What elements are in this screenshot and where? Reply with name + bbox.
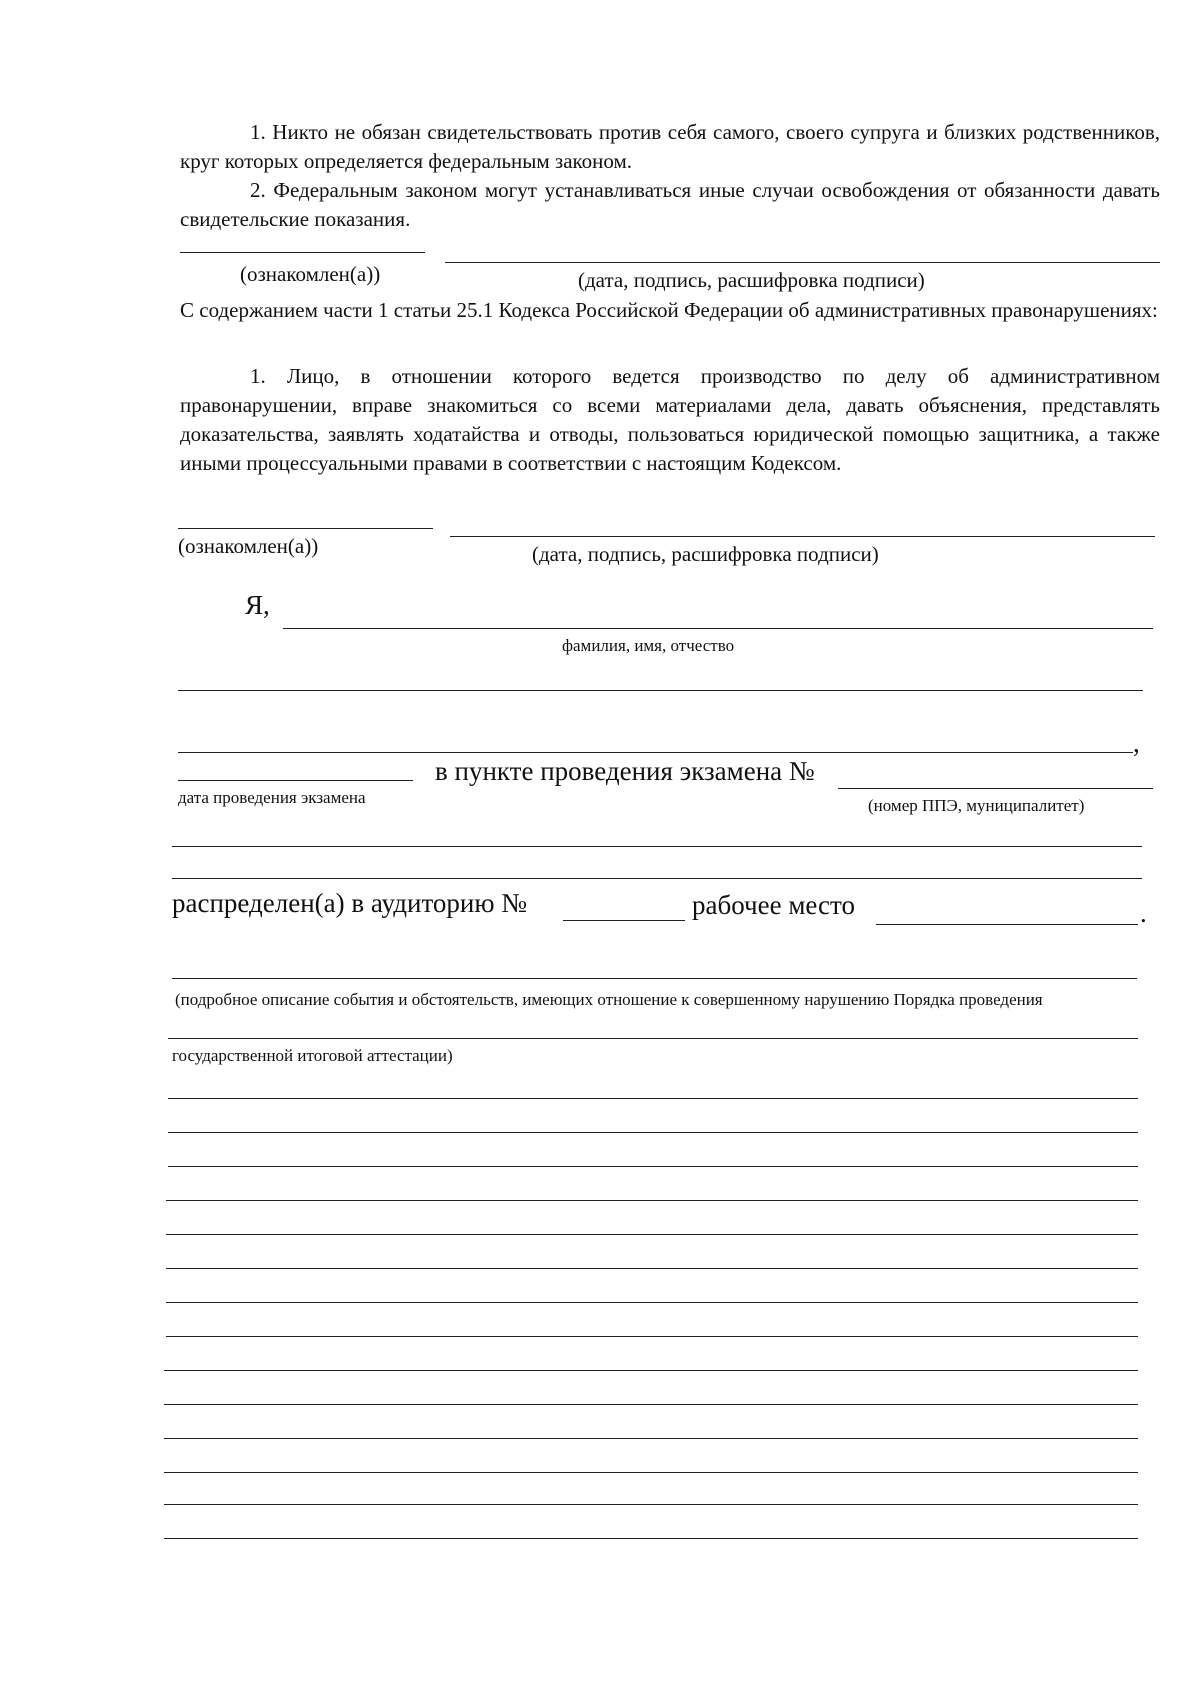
article-51-paragraph-1: [180, 118, 1160, 176]
article-25-1-intro: С содержанием части 1 статьи 25.1 Кодекса Российской Федерации об административных правонарушениях:: [180, 298, 1158, 322]
paragraph-text: 2. Федеральным законом могут устанавливаться иные случаи освобождения от обязанности давать свидетельские показания.: [180, 178, 1160, 231]
description-line[interactable]: [168, 1166, 1138, 1167]
ppe-caption: (номер ППЭ, муниципалитет): [868, 796, 1085, 815]
comma: ,: [1133, 728, 1140, 758]
fio-continuation-line[interactable]: [178, 690, 1143, 691]
fio-continuation-line[interactable]: [178, 752, 1133, 753]
fio-caption: фамилия, имя, отчество: [562, 636, 735, 655]
description-caption: (подробное описание события и обстоятельств, имеющих отношение к совершенному нарушению Порядка проведения: [175, 990, 1043, 1009]
signature-caption: (дата, подпись, расшифровка подписи): [578, 268, 925, 292]
description-line[interactable]: [168, 1038, 1138, 1039]
ppe-number-field[interactable]: [838, 788, 1153, 789]
room-number-field[interactable]: [563, 920, 685, 921]
description-line[interactable]: [164, 1504, 1138, 1505]
seat-number-field[interactable]: [876, 924, 1138, 925]
seat-label: рабочее место: [692, 890, 855, 920]
article-25-1-paragraph-1: [180, 362, 1160, 478]
signature-caption: (дата, подпись, расшифровка подписи): [532, 542, 879, 566]
acknowledged-signature-line[interactable]: [178, 528, 433, 529]
exam-date-field[interactable]: [178, 780, 413, 781]
ppe-continuation-line[interactable]: [172, 846, 1142, 847]
description-line[interactable]: [164, 1538, 1138, 1539]
description-line[interactable]: [166, 1234, 1138, 1235]
description-line[interactable]: [166, 1268, 1138, 1269]
ppe-label: в пункте проведения экзамена №: [435, 756, 815, 786]
paragraph-text: 1. Никто не обязан свидетельствовать против себя самого, своего супруга и близких родственников, круг которых определяется федеральным законом.: [180, 120, 1160, 173]
description-line[interactable]: [164, 1438, 1138, 1439]
description-line[interactable]: [172, 978, 1137, 979]
paragraph-text: 1. Лицо, в отношении которого ведется производство по делу об административном правонарушении, вправе знакомиться со всеми материалами дела, давать объяснения, представлять доказательства, заявлять ходатайства и отводы, пользоваться юридической помощью защитника, а также иными процессуальными правами в соответствии с настоящим Кодексом.: [180, 364, 1160, 475]
date-signature-line[interactable]: [450, 536, 1155, 537]
date-signature-line[interactable]: [445, 262, 1160, 263]
acknowledged-caption: (ознакомлен(а)): [178, 534, 319, 558]
description-line[interactable]: [168, 1132, 1138, 1133]
description-line[interactable]: [166, 1302, 1138, 1303]
room-label: распределен(а) в аудиторию №: [172, 888, 528, 918]
description-line[interactable]: [164, 1370, 1138, 1371]
description-line[interactable]: [168, 1098, 1138, 1099]
description-line[interactable]: [164, 1472, 1138, 1473]
description-line[interactable]: [166, 1200, 1138, 1201]
period: .: [1140, 898, 1147, 928]
fio-field[interactable]: [283, 628, 1153, 629]
ya-label: Я,: [245, 590, 270, 620]
description-caption: государственной итоговой аттестации): [172, 1046, 453, 1065]
description-line[interactable]: [164, 1404, 1138, 1405]
acknowledged-signature-line[interactable]: [180, 252, 425, 253]
exam-date-caption: дата проведения экзамена: [178, 788, 366, 807]
description-line[interactable]: [166, 1336, 1138, 1337]
acknowledged-caption: (ознакомлен(а)): [240, 262, 381, 286]
ppe-continuation-line[interactable]: [172, 878, 1142, 879]
article-51-paragraph-2: [180, 176, 1160, 234]
